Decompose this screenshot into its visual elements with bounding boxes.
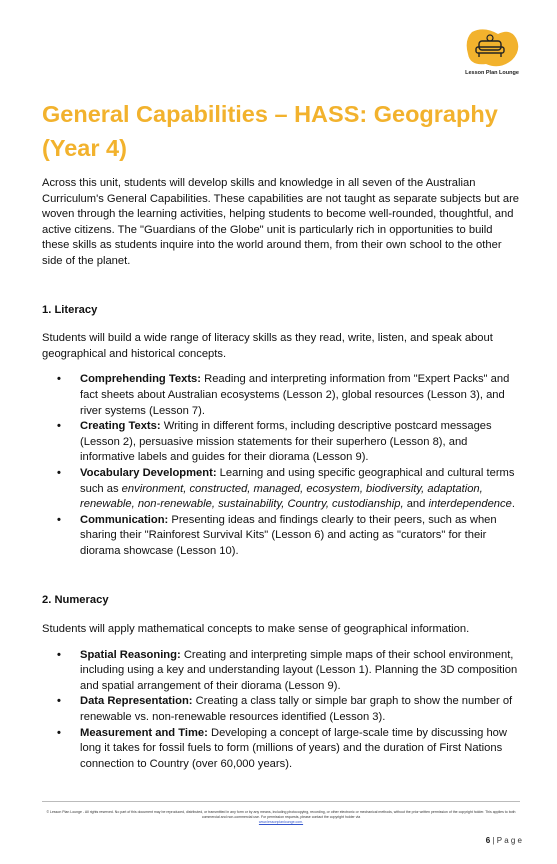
- copyright-text: © Lesson Plan Lounge - All rights reserved. No part of this document may be reproduced, distributed, or transmitted in any form or by any means, including photocopying, recording, or other electronic or mechanical methods, without the prior written permission of the copyright holder. This applies to both commercial and non-commercial use. For permission requests, please contact the copyright holder via: [46, 810, 516, 820]
- item-label: Spatial Reasoning:: [80, 648, 181, 661]
- list-item: [42, 694, 520, 725]
- item-text: Writing in different forms, including descriptive postcard messages (Lesson 2), persuasive mission statements for their superhero (Lesson 8), and informative labels and guides for their diorama (Lesson 9).: [80, 420, 492, 464]
- item-label: Communication:: [80, 513, 169, 526]
- page-separator: |: [490, 836, 497, 845]
- literacy-list: [42, 372, 520, 559]
- numeracy-heading: 2. Numeracy: [42, 594, 109, 607]
- numeracy-description: Students will apply mathematical concepts to make sense of geographical information.: [42, 623, 470, 636]
- copyright-footer: [42, 810, 520, 826]
- item-text: Creating a class tally or simple bar graph to show the number of renewable vs. non-renewable resources identified (Lesson 3).: [80, 695, 513, 724]
- item-text-and: and: [403, 498, 429, 511]
- item-label: Creating Texts:: [80, 420, 161, 433]
- list-item: [42, 648, 520, 695]
- list-item: [42, 466, 520, 513]
- page-label: P a g e: [496, 836, 522, 845]
- vocabulary-terms: environment, constructed, managed, ecosystem, biodiversity, adaptation, renewable, non-renewable, sustainability, Country, custodianship,: [80, 482, 483, 511]
- logo-text: Lesson Plan Lounge: [465, 70, 519, 76]
- item-label: Measurement and Time:: [80, 726, 208, 739]
- list-item: [42, 513, 520, 560]
- page-title: General Capabilities – HASS: Geography (Year 4): [42, 101, 498, 161]
- literacy-description: Students will build a wide range of literacy skills as they read, write, listen, and speak about geographical and historical concepts.: [42, 332, 493, 360]
- item-text: Presenting ideas and findings clearly to their peers, such as when sharing their "Rainforest Survival Kits" (Lesson 6) and acting as "curators" for their diorama showcase (Lesson 10).: [80, 513, 497, 557]
- literacy-heading: 1. Literacy: [42, 303, 98, 316]
- item-label: Comprehending Texts:: [80, 373, 201, 386]
- list-item: [42, 726, 520, 773]
- item-text: Reading and interpreting information from "Expert Packs" and fact sheets about Australian ecosystems (Lesson 2), global resources (Lesson 3), and river systems (Lesson 7).: [80, 373, 510, 417]
- brand-logo: [458, 28, 526, 80]
- vocabulary-last-term: interdependence: [428, 498, 512, 511]
- item-text: Creating and interpreting simple maps of their school environment, including using a key and understanding layout (Lesson 1). Planning the 3D composition and spatial arrangement of their diorama (Lesson 9).: [80, 648, 518, 692]
- main-content: [42, 176, 520, 772]
- footer-divider: [42, 801, 520, 802]
- intro-paragraph: Across this unit, students will develop skills and knowledge in all seven of the Australian Curriculum's General Capabilities. These capabilities are not taught as separate subjects but are woven through the learning activities, helping students to become well-rounded, thoughtful, and active citizens. The "Guardians of the Globe" unit is particularly rich in opportunities to build these skills as students inquire into the world around them, from their own school to the other side of the planet.: [42, 177, 520, 267]
- lounge-chair-icon: [464, 28, 520, 68]
- page-number: [486, 836, 522, 845]
- item-label: Data Representation:: [80, 695, 193, 708]
- item-text: Developing a concept of large-scale time by discussing how long it takes for fossil fuels to form (millions of years) and the duration of First Nations connection to Country (over 60,000 years).: [80, 726, 507, 770]
- item-label: Vocabulary Development:: [80, 466, 217, 479]
- list-item: [42, 372, 520, 419]
- list-item: [42, 419, 520, 466]
- website-link[interactable]: www.lessonplanlounge.com.: [258, 820, 304, 825]
- numeracy-list: [42, 648, 520, 773]
- item-text: Learning and using specific geographical and cultural terms such as: [80, 466, 515, 495]
- page-number-value: 6: [485, 836, 491, 845]
- item-text-end: .: [511, 498, 515, 511]
